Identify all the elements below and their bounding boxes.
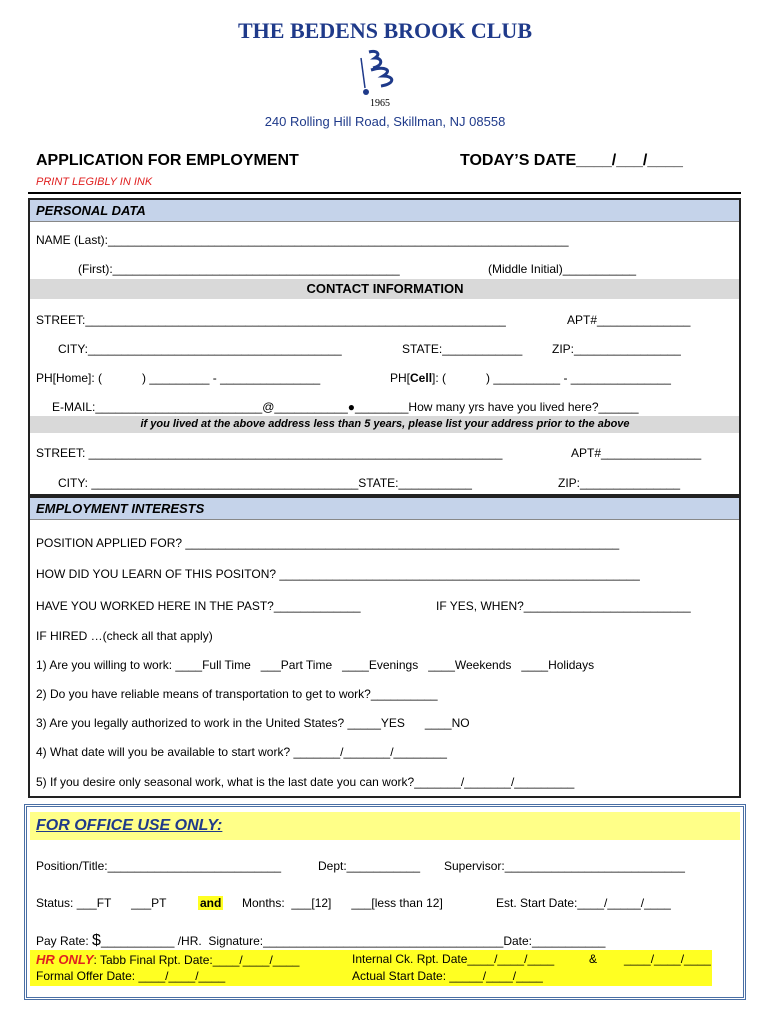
prior-apt-field[interactable]: APT#_______________ [571, 446, 702, 460]
supervisor-field[interactable]: Supervisor:___________________________ [444, 859, 685, 873]
question-2[interactable]: 2) Do you have reliable means of transportation to get to work?__________ [36, 687, 438, 701]
middle-initial-field[interactable]: (Middle Initial)___________ [488, 262, 637, 276]
question-5[interactable]: 5) If you desire only seasonal work, what is the last date you can work?_______/_______/_________ [36, 775, 575, 789]
internal-ck-field[interactable]: Internal Ck. Rpt. Date____/____/____ [352, 952, 555, 966]
state-field[interactable]: STATE:____________ [402, 342, 523, 356]
worked-here-field[interactable]: HAVE YOU WORKED HERE IN THE PAST?_____________ [36, 599, 361, 613]
prior-city-state-field[interactable]: CITY: ________________________________________STATE:___________ [58, 476, 472, 490]
form-title: APPLICATION FOR EMPLOYMENT [36, 152, 299, 169]
hr-only-label: HR ONLY [36, 952, 94, 967]
apt-field[interactable]: APT#______________ [567, 313, 691, 327]
personal-data-heading: PERSONAL DATA [36, 203, 146, 218]
city-field[interactable]: CITY:______________________________________ [58, 342, 342, 356]
logo-year: 1965 [370, 98, 390, 109]
tabb-final-field[interactable]: HR ONLY: Tabb Final Rpt. Date:____/____/____ [36, 952, 300, 967]
how-learned-field[interactable]: HOW DID YOU LEARN OF THIS POSITON? ______________________________________________________ [36, 567, 640, 581]
office-use-header [30, 812, 740, 840]
status-field[interactable]: Status: ___FT ___PT [36, 896, 167, 910]
and-highlight: and [200, 896, 222, 910]
months-field[interactable]: Months: ___[12] ___[less than 12] [242, 896, 443, 910]
prior-zip-field[interactable]: ZIP:_______________ [558, 476, 681, 490]
formal-offer-field[interactable]: Formal Offer Date: ____/____/____ [36, 969, 226, 983]
amp-date-field[interactable]: ____/____/____ [624, 952, 711, 966]
zip-field[interactable]: ZIP:________________ [552, 342, 681, 356]
employment-heading: EMPLOYMENT INTERESTS [36, 501, 205, 516]
club-name: THE BEDENS BROOK CLUB [237, 18, 532, 43]
question-1[interactable]: 1) Are you willing to work: ____Full Time ___Part Time ____Evenings ____Weekends ____Holidays [36, 658, 595, 672]
prior-address-note: if you lived at the above address less than 5 years, please list your address prior to the above [140, 418, 630, 430]
street-field[interactable]: STREET:_______________________________________________________________ [36, 313, 506, 327]
if-hired-label: IF HIRED …(check all that apply) [36, 629, 213, 643]
actual-start-field[interactable]: Actual Start Date: _____/____/____ [352, 969, 543, 983]
email-field[interactable]: E-MAIL:_________________________@___________●________How many yrs have you lived here?______ [52, 400, 639, 414]
position-applied-field[interactable]: POSITION APPLIED FOR? _________________________________________________________________ [36, 536, 620, 550]
pay-rate-field[interactable]: Pay Rate: $___________ /HR. Signature:____________________________________Date:___________ [36, 932, 606, 949]
if-yes-when-field[interactable]: IF YES, WHEN?_________________________ [436, 599, 691, 613]
name-first-field[interactable]: (First):___________________________________________ [78, 262, 400, 276]
phone-cell-field[interactable]: PH[Cell]: ( ) __________ - _______________ [390, 371, 671, 385]
start-date-field[interactable]: Est. Start Date:____/_____/____ [496, 896, 671, 910]
office-use-heading: FOR OFFICE USE ONLY: [36, 817, 223, 834]
name-last-field[interactable]: NAME (Last):_____________________________________________________________________ [36, 233, 569, 247]
todays-date-field[interactable]: TODAY’S DATE____/___/____ [460, 152, 683, 169]
cell-label: Cell [410, 371, 433, 385]
employment-header [30, 498, 739, 520]
contact-heading: CONTACT INFORMATION [306, 281, 464, 296]
question-4[interactable]: 4) What date will you be available to start work? _______/_______/________ [36, 745, 447, 759]
prior-street-field[interactable]: STREET: ______________________________________________________________ [36, 446, 503, 460]
position-title-field[interactable]: Position/Title:__________________________ [36, 859, 282, 873]
ampersand: & [589, 952, 598, 966]
club-address: 240 Rolling Hill Road, Skillman, NJ 08558 [264, 114, 506, 129]
divider [28, 192, 741, 194]
question-3[interactable]: 3) Are you legally authorized to work in the United States? _____YES ____NO [36, 716, 470, 730]
dollar-sign: $ [92, 932, 101, 949]
dept-field[interactable]: Dept:___________ [318, 859, 421, 873]
phone-home-field[interactable]: PH[Home]: ( ) _________ - _______________ [36, 371, 321, 385]
print-note: PRINT LEGIBLY IN INK [36, 176, 153, 188]
personal-data-header [30, 200, 739, 222]
club-logo [355, 48, 405, 110]
